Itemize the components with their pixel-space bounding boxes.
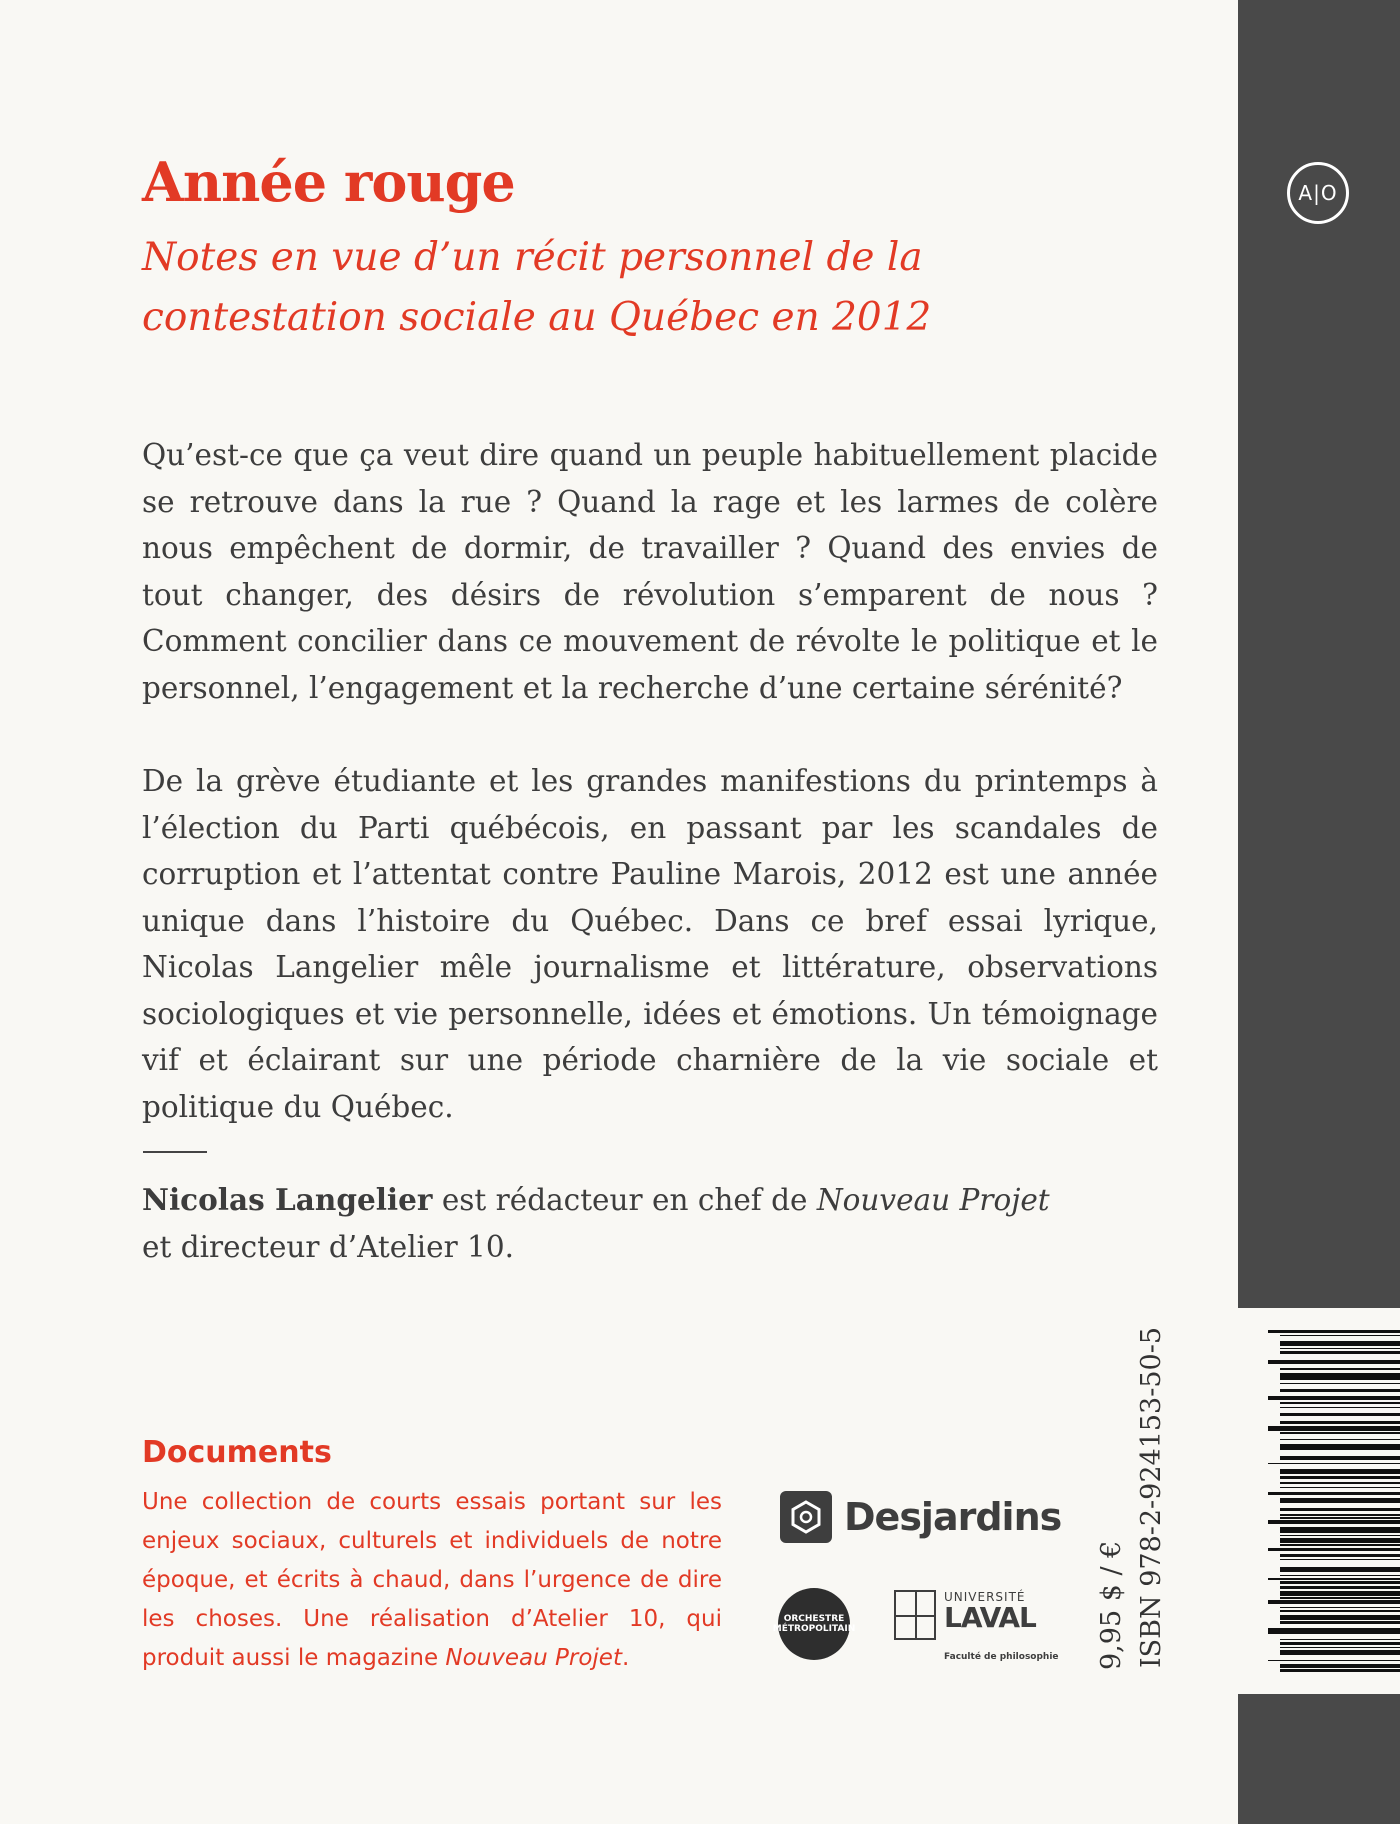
barcode-bar: [1280, 1444, 1400, 1450]
author-bio-part1: est rédacteur en chef de: [432, 1183, 817, 1217]
orchestre-line1: ORCHESTRE: [783, 1614, 845, 1624]
barcode-bar: [1280, 1607, 1400, 1609]
barcode-bar: [1280, 1476, 1400, 1479]
collection-description: [142, 1483, 722, 1678]
barcode-bar: [1280, 1538, 1400, 1543]
barcode-bar: [1268, 1492, 1400, 1495]
barcode-bar: [1280, 1621, 1400, 1624]
barcode-bar: [1280, 1413, 1400, 1416]
barcode-bar: [1280, 1439, 1400, 1441]
barcode-bar: [1280, 1567, 1400, 1572]
desjardins-logo: [780, 1490, 1061, 1544]
barcode-bar: [1280, 1348, 1400, 1350]
barcode-bar: [1268, 1463, 1400, 1465]
barcode-bar: [1280, 1586, 1400, 1589]
barcode-bar: [1280, 1610, 1400, 1612]
book-subtitle: Notes en vue d’un récit personnel de la contestation sociale au Québec en 2012: [142, 235, 932, 340]
barcode-bar: [1280, 1642, 1400, 1645]
barcode-bar: [1280, 1664, 1400, 1667]
barcode-bar: [1280, 1535, 1400, 1537]
orchestre-logo: [772, 1588, 856, 1660]
barcode-bar: [1280, 1373, 1400, 1379]
barcode-bar: [1280, 1508, 1400, 1511]
collection-magazine: Nouveau Projet: [445, 1645, 622, 1671]
collection-description-text: Une collection de courts essais portant sur les enjeux sociaux, culturels et individuels de notre époque, et écrits à chaud, dans l’urgence de dire les choses. Une réalisation d’Atelier 10, qui produit aussi le magazine: [142, 1489, 722, 1671]
barcode-bar: [1280, 1402, 1400, 1404]
barcode-bar: [1280, 1407, 1400, 1409]
barcode-bar: [1280, 1554, 1400, 1557]
barcode-bar: [1280, 1517, 1400, 1519]
barcode-bar: [1268, 1360, 1400, 1363]
laval-faculty: Faculté de philosophie: [944, 1652, 1059, 1662]
barcode-bar: [1280, 1669, 1400, 1672]
book-title: Année rouge: [142, 150, 515, 214]
author-name: Nicolas Langelier: [142, 1182, 433, 1217]
barcode-bar: [1268, 1600, 1400, 1603]
barcode-bar: [1280, 1575, 1400, 1577]
author-bio: [142, 1176, 1142, 1271]
barcode-bar: [1280, 1482, 1400, 1484]
orchestre-line2: MÉTROPOLITAIN: [772, 1624, 856, 1634]
barcode-bar: [1280, 1456, 1400, 1459]
barcode-bar: [1280, 1389, 1400, 1392]
laval-logo: [894, 1590, 1036, 1640]
barcode-bar: [1280, 1647, 1400, 1649]
author-magazine: Nouveau Projet: [816, 1183, 1050, 1217]
collection-description-end: .: [621, 1645, 630, 1671]
barcode-bar: [1280, 1639, 1400, 1641]
divider-rule: [143, 1151, 207, 1153]
author-bio-part2: et directeur d’Atelier 10.: [142, 1230, 514, 1264]
barcode-bar: [1280, 1498, 1400, 1503]
barcode-bar: [1280, 1421, 1400, 1424]
barcode-bar: [1280, 1591, 1400, 1596]
barcode-bar: [1280, 1527, 1400, 1533]
barcode-bar: [1280, 1368, 1400, 1370]
barcode-bar: [1280, 1597, 1400, 1599]
barcode: [1238, 1330, 1400, 1670]
blurb-paragraph-1: Qu’est-ce que ça veut dire quand un peuple habituellement placide se retrouve dans la rue ? Quand la rage et les larmes de colère nous empêchent de dormir, de travailler ? Quand des envies de tout changer, des désirs de révolution s’emparent de nous ? Comment concilier dans ce mouvement de révolte le politique et le personnel, l’engagement et la recherche d’une certaine sérénité?: [142, 438, 1158, 705]
desjardins-name: Desjardins: [844, 1495, 1062, 1539]
barcode-bar: [1280, 1615, 1400, 1620]
price-text: 9,95 $ / €: [1096, 1540, 1127, 1670]
barcode-bar: [1268, 1660, 1400, 1662]
barcode-bar: [1268, 1548, 1400, 1551]
barcode-bar: [1268, 1520, 1400, 1523]
blurb-paragraph-2: De la grève étudiante et les grandes manifestions du printemps à l’élection du Parti québécois, en passant par les scandales de corruption et l’attentat contre Pauline Marois, 2012 est une année unique dans l’histoire du Québec. Dans ce bref essai lyrique, Nicolas Langelier mêle journalisme et littérature, observations sociologiques et vie personnelle, idées et émotions. Un témoignage vif et éclairant sur une période charnière de la vie sociale et politique du Québec.: [142, 764, 1158, 1124]
laval-name: LAVAL: [944, 1601, 1036, 1634]
desjardins-hexagon-icon: [780, 1491, 832, 1543]
barcode-bar: [1280, 1469, 1400, 1474]
barcode-bar: [1280, 1383, 1400, 1385]
barcode-bar: [1280, 1559, 1400, 1561]
barcode-bar: [1280, 1341, 1400, 1346]
collection-title: Documents: [142, 1435, 332, 1470]
barcode-bar: [1280, 1544, 1400, 1546]
barcode-bar: [1268, 1396, 1400, 1401]
barcode-bar: [1280, 1432, 1400, 1434]
barcode-bar: [1280, 1650, 1400, 1655]
barcode-bar: [1268, 1330, 1400, 1333]
barcode-bar: [1280, 1335, 1400, 1337]
barcode-bar: [1268, 1628, 1400, 1634]
barcode-bar: [1280, 1351, 1400, 1354]
barcode-bar: [1280, 1514, 1400, 1516]
isbn-text: ISBN 978-2-924153-50-5: [1136, 1326, 1167, 1668]
barcode-bar: [1268, 1426, 1400, 1431]
publisher-logo: A|O: [1287, 162, 1349, 224]
barcode-bar: [1280, 1487, 1400, 1489]
barcode-bar: [1268, 1578, 1400, 1580]
barcode-bar: [1280, 1581, 1400, 1584]
laval-university: UNIVERSITÉ: [944, 1590, 1026, 1604]
laval-crest-icon: [894, 1590, 936, 1640]
